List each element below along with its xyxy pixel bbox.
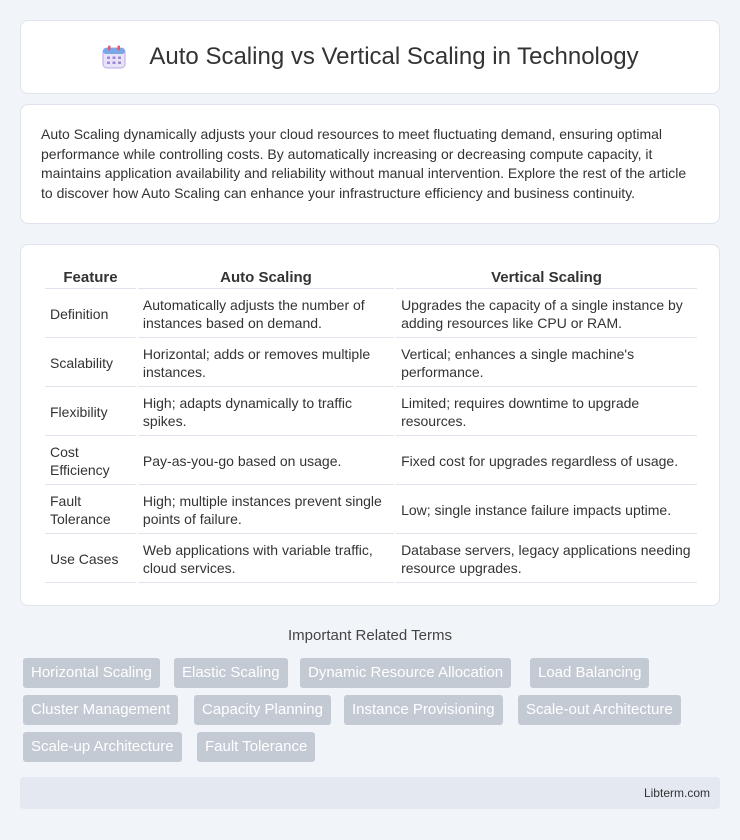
table-row xyxy=(45,487,697,534)
row-feature: Fault Tolerance xyxy=(45,487,136,534)
row-vertical-scaling: Vertical; enhances a single machine's performance. xyxy=(396,340,697,387)
row-feature: Cost Efficiency xyxy=(45,438,136,485)
table-row xyxy=(45,438,697,485)
tag-cluster-management[interactable]: Cluster Management xyxy=(23,695,178,725)
row-feature: Flexibility xyxy=(45,389,136,436)
tag-dynamic-resource-allocation[interactable]: Dynamic Resource Allocation xyxy=(300,658,511,688)
row-feature: Definition xyxy=(45,291,136,338)
row-feature: Scalability xyxy=(45,340,136,387)
row-vertical-scaling: Limited; requires downtime to upgrade resources. xyxy=(396,389,697,436)
page-title: Auto Scaling vs Vertical Scaling in Technology xyxy=(149,43,639,70)
intro-text: Auto Scaling dynamically adjusts your cloud resources to meet fluctuating demand, ensuring optimal performance while controlling costs. By automatically increasing or decreasing compute capacity, it maintains application availability and reliability without manual intervention. Explore the rest of the article to discover how Auto Scaling can enhance your infrastructure efficiency and business continuity. xyxy=(41,126,687,201)
row-auto-scaling: Pay-as-you-go based on usage. xyxy=(138,438,394,485)
row-auto-scaling: Horizontal; adds or removes multiple instances. xyxy=(138,340,394,387)
row-vertical-scaling: Upgrades the capacity of a single instance by adding resources like CPU or RAM. xyxy=(396,291,697,338)
related-terms-heading: Important Related Terms xyxy=(288,627,452,644)
tag-horizontal-scaling[interactable]: Horizontal Scaling xyxy=(23,658,160,688)
row-feature: Use Cases xyxy=(45,536,136,583)
comparison-table-card xyxy=(20,244,720,606)
row-auto-scaling: High; adapts dynamically to traffic spikes. xyxy=(138,389,394,436)
row-vertical-scaling: Low; single instance failure impacts uptime. xyxy=(396,487,697,534)
row-auto-scaling: High; multiple instances prevent single points of failure. xyxy=(138,487,394,534)
row-auto-scaling: Web applications with variable traffic, cloud services. xyxy=(138,536,394,583)
comparison-table xyxy=(43,265,699,585)
table-row xyxy=(45,291,697,338)
footer-site-link[interactable]: Libterm.com xyxy=(643,786,710,800)
footer xyxy=(20,777,720,809)
title-card xyxy=(20,20,720,94)
tag-scale-up-architecture[interactable]: Scale-up Architecture xyxy=(23,732,182,762)
header-vertical-scaling: Vertical Scaling xyxy=(396,267,697,289)
intro-card xyxy=(20,104,720,224)
tag-fault-tolerance[interactable]: Fault Tolerance xyxy=(197,732,315,762)
tag-capacity-planning[interactable]: Capacity Planning xyxy=(194,695,331,725)
table-row xyxy=(45,389,697,436)
table-row xyxy=(45,536,697,583)
row-auto-scaling: Automatically adjusts the number of instances based on demand. xyxy=(138,291,394,338)
tag-instance-provisioning[interactable]: Instance Provisioning xyxy=(344,695,503,725)
tag-elastic-scaling[interactable]: Elastic Scaling xyxy=(174,658,288,688)
tag-scale-out-architecture[interactable]: Scale-out Architecture xyxy=(518,695,681,725)
row-vertical-scaling: Database servers, legacy applications needing resource upgrades. xyxy=(396,536,697,583)
table-header-row xyxy=(45,267,697,289)
header-auto-scaling: Auto Scaling xyxy=(138,267,394,289)
calendar-icon xyxy=(101,44,127,70)
header-feature: Feature xyxy=(45,267,136,289)
row-vertical-scaling: Fixed cost for upgrades regardless of usage. xyxy=(396,438,697,485)
table-row xyxy=(45,340,697,387)
tag-load-balancing[interactable]: Load Balancing xyxy=(530,658,649,688)
